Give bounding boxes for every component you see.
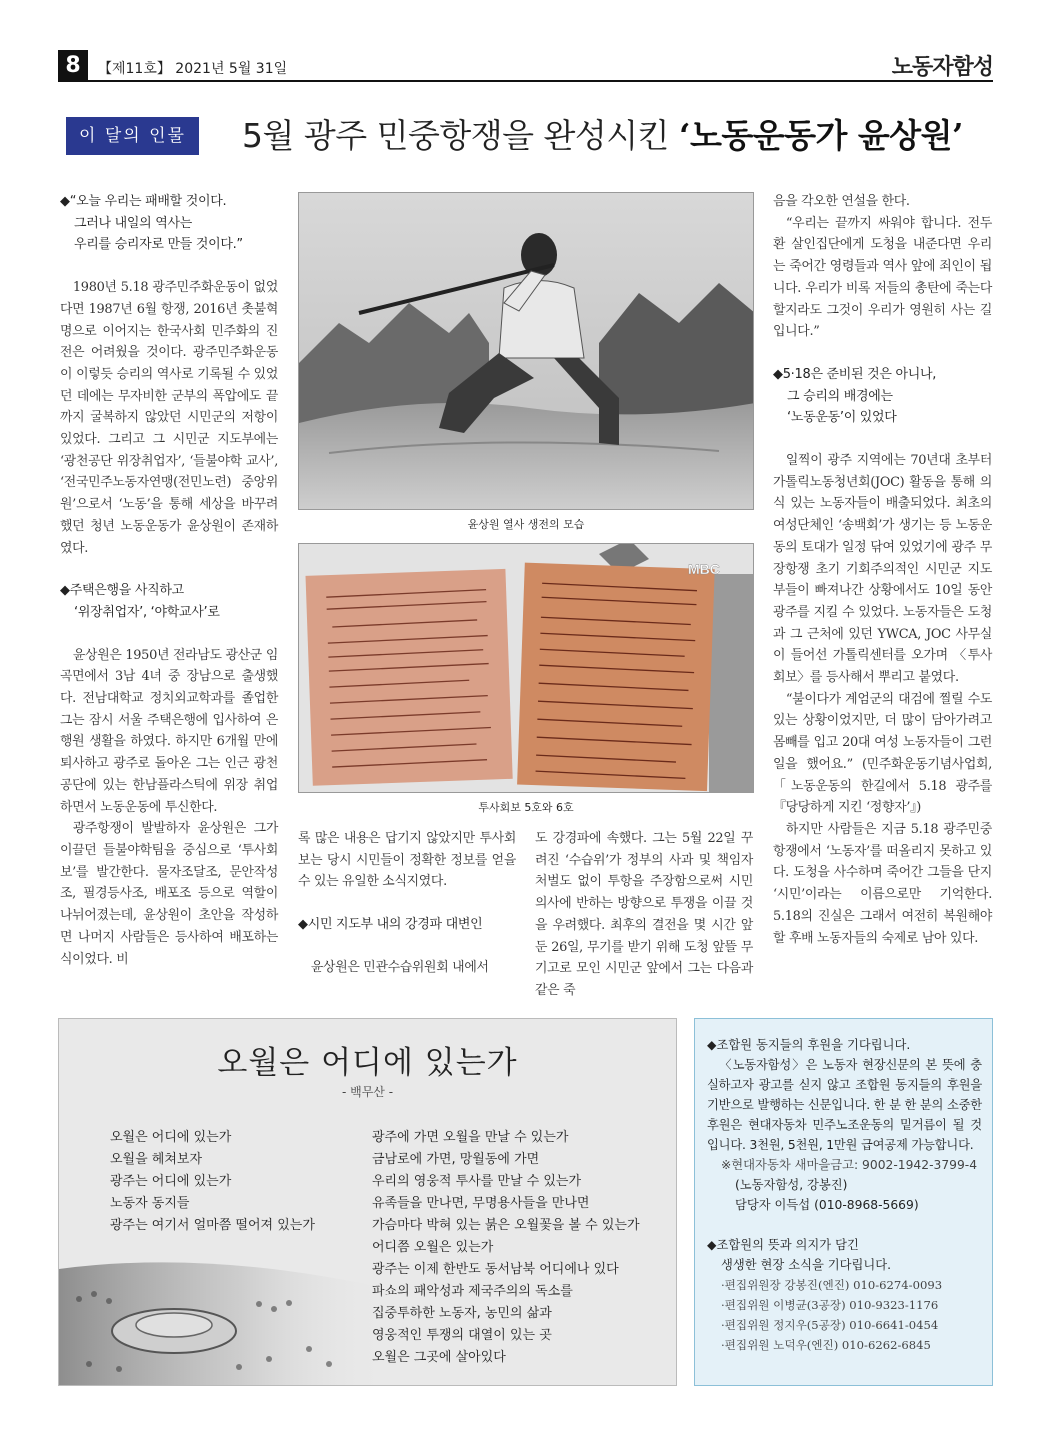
notice-heading: 생생한 현장 소식을 기다립니다. — [721, 1258, 892, 1272]
tv-logo: MBC — [688, 561, 720, 577]
editor-contact: ·편집위원 노덕우(엔진) 010-6262-6845 — [721, 1338, 931, 1352]
notice-body: 〈노동자함성〉은 노동자 현장신문의 본 뜻에 충실하고자 광고를 싣지 않고 조합원 동지들의 후원을 기반으로 발행하는 신문입니다. 한 분 한 분의 소중한 후원은 현대자동차 민주노조운동의 밑거름이 될 것입니다. 3천원, 5천원, 1만원 급여공제 가능합니다. — [707, 1058, 982, 1152]
section-badge: 이 달의 인물 — [66, 117, 199, 155]
paragraph: 하지만 사람들은 지금 5.18 광주민중항쟁에서 ‘노동자’를 떠올리지 못하고 있다. 도청을 사수하며 죽어간 그들을 단지 ‘시민’이라는 이름으로만 기억한다. 5.18의 진실은 그래서 여전히 복원해야 할 후배 노동자들의 숙제로 남아 있다. — [773, 821, 992, 946]
column-3 — [535, 828, 753, 1002]
photo-caption: 투사회보 5호와 6호 — [478, 801, 574, 814]
paragraph: “우리는 끝까지 싸워야 합니다. 전두환 살인집단에게 도청을 내준다면 우리는 죽어간 영령들과 역사 앞에 죄인이 됩니다. 우리가 비록 저들의 총탄에 죽는다 할지라도 그것이 우리가 영원히 사는 길입니다.” — [773, 215, 992, 340]
subheading: ◆주택은행을 사직하고 ‘위장취업자’, ‘야학교사’로 — [60, 583, 220, 620]
editor-contact: ·편집위원 이병균(3공장) 010-9323-1176 — [721, 1298, 939, 1312]
headline — [242, 112, 963, 160]
issue-date: 【제11호】 2021년 5월 31일 — [98, 61, 288, 77]
paragraph: 윤상원은 1950년 전라남도 광산군 임곡면에서 3남 4녀 중 장남으로 출생했다. 전남대학교 정치외교학과를 졸업한 그는 잠시 서울 주택은행에 입사하여 은행원 생활을 하였다. 하지만 6개월 만에 퇴사하고 광주로 돌아온 그는 인근 광천공단에 있는 한남플라스틱에 위장 취업하면서 노동운동에 투신한다. — [60, 647, 278, 815]
poem-stanza-left: 오월은 어디에 있는가 오월을 헤쳐보자 광주는 어디에 있는가 노동자 동지들 광주는 여기서 얼마쯤 떨어져 있는가 — [110, 1130, 315, 1233]
page-header — [58, 50, 993, 82]
editor-contact: ·편집위원 정지우(5공장) 010-6641-0454 — [721, 1318, 939, 1332]
poem-box — [58, 1018, 677, 1386]
column-1 — [60, 191, 278, 970]
column-4 — [773, 191, 992, 949]
paragraph: 록 많은 내용은 답기지 않았지만 투사회보는 당시 시민들이 정확한 정보를 얻을 수 있는 유일한 소식지였다. — [298, 831, 516, 890]
paragraph: “불이다가 계엄군의 대검에 찔릴 수도 있는 상황이었지만, 더 많이 담아가려고 몸빼를 입고 20대 여성 노동자들이 그런 일을 했어요.” (민주화운동기념사업회, 「노동운동의 한길에서 5.18 광주를 『당당하게 지킨 ‘정향자’』) — [773, 691, 992, 816]
paragraph: 도 강경파에 속했다. 그는 5월 22일 꾸려진 ‘수습위’가 정부의 사과 및 책임자 처벌도 없이 투항을 주장함으로써 시민 의사에 반하는 방향으로 투쟁을 이끌 것을 우려했다. 최후의 결전을 몇 시간 앞둔 26일, 무기를 받기 위해 도청 앞뜰 무기고로 모인 시민군 앞에서 그는 다음과 같은 죽 — [535, 831, 753, 998]
paragraph: 윤상원은 민관수습위원회 내에서 — [310, 959, 489, 975]
paper-name: 노동자함성 — [891, 54, 993, 80]
account-info: ※현대자동차 새마을금고: 9002-1942-3799-4 — [721, 1158, 978, 1172]
notice-heading: ◆조합원의 뜻과 의지가 담긴 — [707, 1238, 859, 1252]
page-number: 8 — [58, 50, 88, 82]
poem-author: - 백무산 - — [341, 1085, 394, 1099]
support-notice — [694, 1018, 993, 1386]
account-holder: (노동자함성, 강봉진) — [735, 1178, 848, 1192]
headline-emphasis: ‘노동운동가 윤상원’ — [679, 116, 963, 155]
photo-caption: 윤상원 열사 생전의 모습 — [467, 518, 585, 531]
editor-contact: ·편집위원장 강봉진(엔진) 010-6274-0093 — [721, 1278, 943, 1292]
notice-heading: ◆조합원 동지들의 후원을 기다립니다. — [707, 1038, 911, 1052]
leaflet-photo — [298, 543, 754, 793]
headline-prefix: 5월 광주 민중항쟁을 완성시킨 — [242, 116, 679, 155]
poem-title: 오월은 어디에 있는가 — [217, 1045, 518, 1081]
paragraph: 광주항쟁이 발발하자 윤상원은 그가 이끌던 들불야학팀을 중심으로 ‘투사회보’를 발간한다. 물자조달조, 문안작성조, 필경등사조, 배포조 등으로 역할이 나뉘어졌는데, 윤상원이 초안을 작성하면 나머지 사람들은 등사하여 배포하는 식이었다. 비 — [60, 821, 278, 967]
account-contact: 담당자 이득섭 (010-8968-5669) — [735, 1198, 919, 1212]
column-2 — [298, 828, 516, 979]
paragraph: 음을 각오한 연설을 한다. — [773, 194, 910, 209]
portrait-photo — [298, 192, 754, 510]
paragraph: 일찍이 광주 지역에는 70년대 초부터 가톨릭노동청년회(JOC) 활동을 통해 의식 있는 노동자들이 배출되었다. 최초의 여성단체인 ‘송백회’가 생기는 등 노동운동의 토대가 일정 닦여 있었기에 광주 무장항쟁 초기 기회주의적인 시민군 지도부들이 빠져나간 상황에서도 10일 동안 광주를 지킬 수 있었다. 노동자들은 도청과 그 근처에 있던 YWCA, JOC 사무실이 들어선 가톨릭센터를 오가며 〈투사회보〉를 등사해서 뿌리고 붙였다. — [773, 453, 992, 686]
subheading: ◆5·18은 준비된 것은 아니나, 그 승리의 배경에는 ‘노동운동’이 있었다 — [773, 366, 937, 426]
subheading: ◆시민 지도부 내의 강경파 대변인 — [298, 917, 483, 933]
leaflet-photo-image — [299, 544, 754, 793]
paragraph: 1980년 5.18 광주민주화운동이 없었다면 1987년 6월 항쟁, 2016년 촛불혁명으로 이어지는 한국사회 민주화의 진전은 어려웠을 것이다. 광주민주화운동이 이렇듯 승리의 역사로 기록될 수 있었던 데에는 무자비한 군부의 폭압에도 끝까지 굴복하지 않았던 시민군의 저항이 있었다. 그리고 그 시민군 지도부에는 ‘광천공단 위장취업자’, ‘들불야학 교사’, ‘전국민주노동자연맹(전민노련) 중앙위원’으로서 ‘노동’을 통해 세상을 바꾸려 했던 청년 노동운동가 윤상원이 존재하였다. — [60, 280, 278, 556]
portrait-photo-image — [299, 193, 754, 510]
poem-stanza-right: 광주에 가면 오월을 만날 수 있는가 금남로에 가면, 망월동에 가면 우리의 영웅적 투사를 만날 수 있는가 유족들을 만나면, 무명용사들을 만나면 가슴마다 박혀 있는 붉은 오월꽃을 볼 수 있는가 어디쯤 오월은 있는가 광주는 이제 한반도 동서남북 어디에나 있다 파쇼의 패악성과 제국주의의 독소를 집중투하한 노동자, 농민의 삶과 영웅적인 투쟁의 대열이 있는 곳 오월은 그곳에 살아있다 — [372, 1130, 640, 1365]
pull-quote: ◆“오늘 우리는 패배할 것이다. 그러나 내일의 역사는 우리를 승리자로 만들 것이다.” — [60, 194, 243, 253]
